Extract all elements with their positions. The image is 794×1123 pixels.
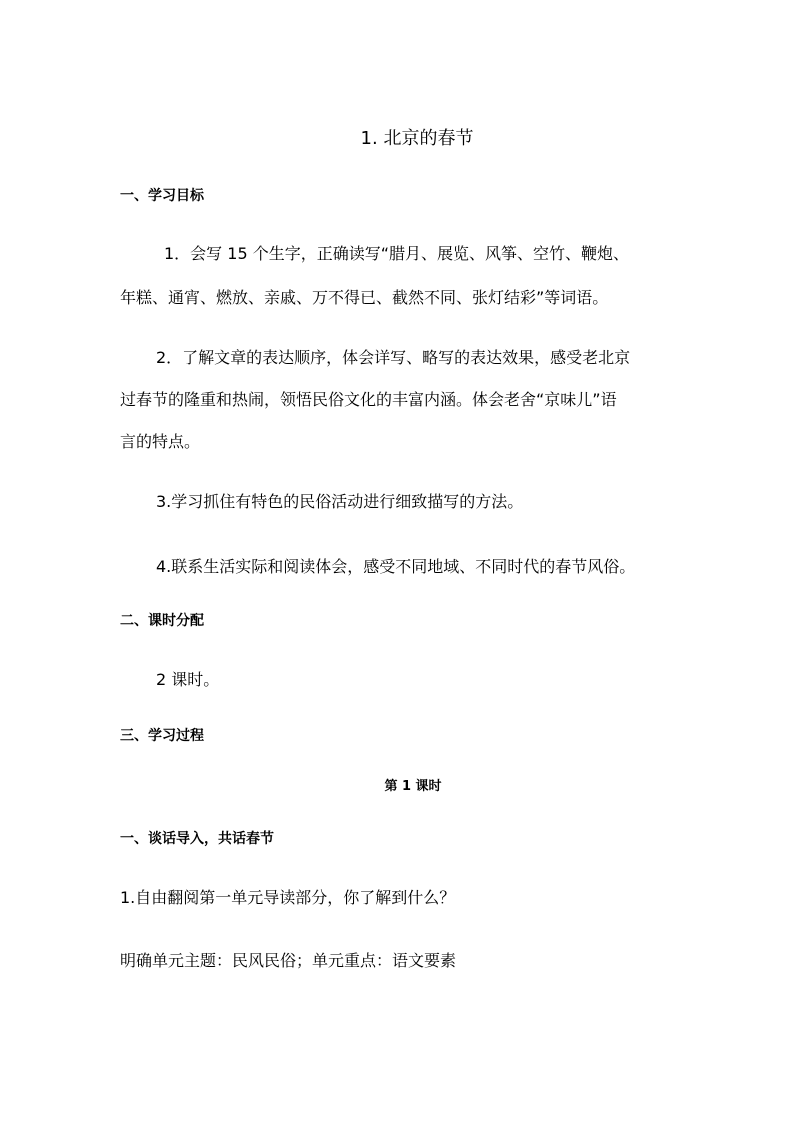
goal-2-line-3: 言的特点。 (120, 432, 201, 451)
section-heading-learning-process: 三、学习过程 (120, 728, 204, 744)
goal-1-line-1: 1．会写 15 个生字，正确读写“腊月、展览、风筝、空竹、鞭炮、 (164, 244, 630, 263)
section-heading-lesson-allocation: 二、课时分配 (120, 613, 204, 629)
lesson-1-title: 第 1 课时 (384, 779, 442, 794)
section-heading-learning-goals: 一、学习目标 (120, 188, 204, 204)
step-1-answer: 明确单元主题：民风民俗；单元重点：语文要素 (120, 951, 457, 970)
lesson-allocation-text: 2 课时。 (156, 670, 220, 689)
goal-4: 4.联系生活实际和阅读体会，感受不同地域、不同时代的春节风俗。 (156, 557, 636, 576)
goal-1-line-2: 年糕、通宵、燃放、亲戚、万不得已、截然不同、张灯结彩”等词语。 (120, 288, 609, 307)
part-1-heading: 一、谈话导入，共话春节 (120, 831, 274, 847)
document-title: 1. 北京的春节 (360, 128, 474, 149)
step-1-text: 1.自由翻阅第一单元导读部分，你了解到什么？ (120, 888, 456, 907)
goal-2-line-1: 2．了解文章的表达顺序，体会详写、略写的表达效果，感受老北京 (156, 348, 631, 367)
goal-2-line-2: 过春节的隆重和热闹，领悟民俗文化的丰富内涵。体会老舍“京味儿”语 (120, 390, 617, 409)
goal-3: 3.学习抓住有特色的民俗活动进行细致描写的方法。 (156, 492, 524, 511)
